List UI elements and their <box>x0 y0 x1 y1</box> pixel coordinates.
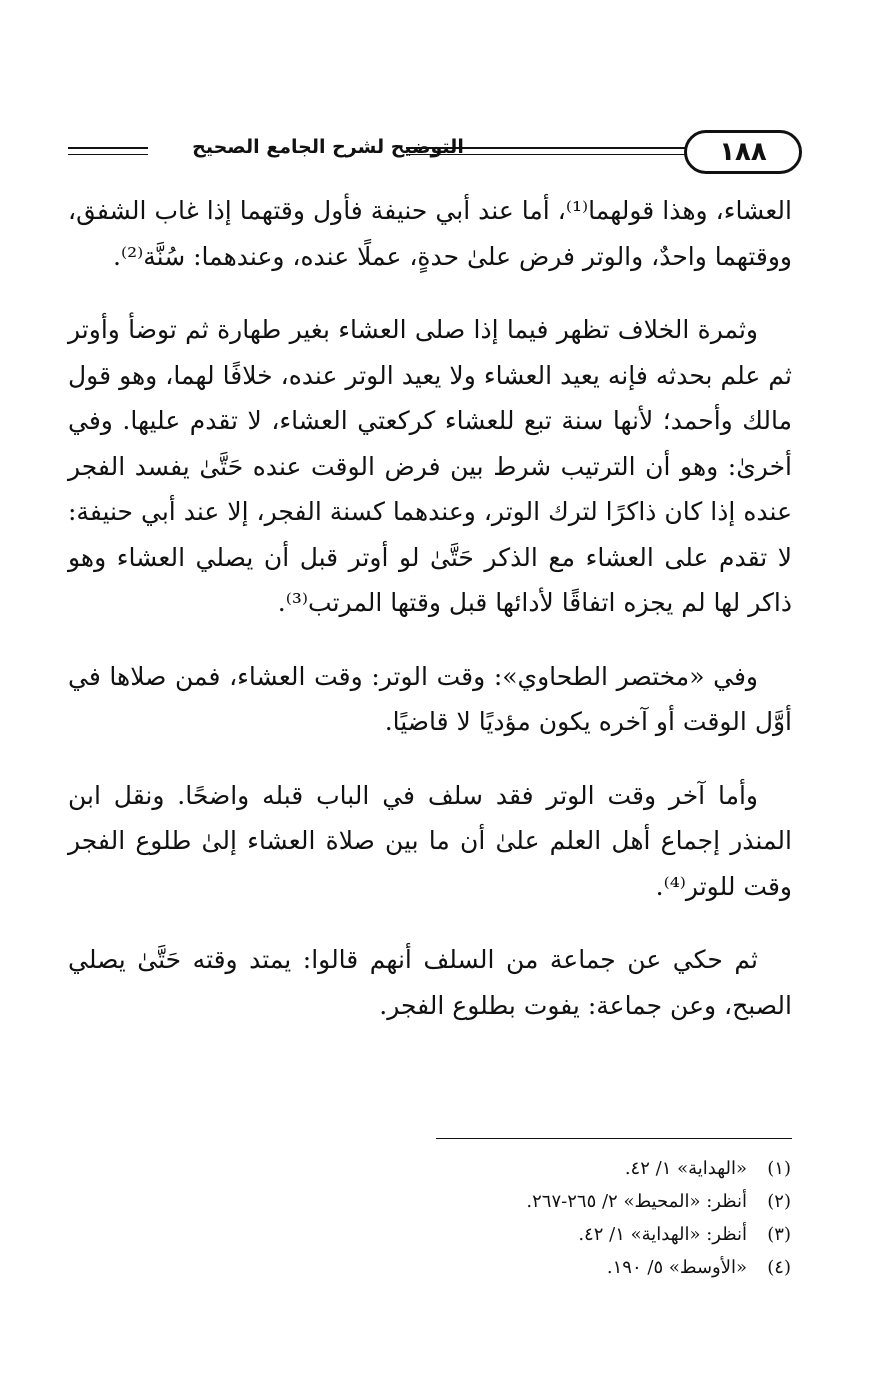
footnote-number: (١) <box>767 1158 791 1179</box>
footnote-text: أنظر: «الهداية» ١/ ٤٢. <box>578 1224 747 1245</box>
footnote-item <box>331 1251 791 1284</box>
header-rule-left-bottom <box>68 154 148 155</box>
footnotes <box>331 1152 791 1284</box>
paragraph-2: وثمرة الخلاف تظهر فيما إذا صلى العشاء بغير طهارة ثم توضأ وأوتر ثم علم بحدثه فإنه يعيد العشاء ولا يعيد الوتر عنده، خلافًا لهما، وهو قول مالك وأحمد؛ لأنها سنة تبع للعشاء كركعتي العشاء، لا تقدم عليها. وفي أخرىٰ: وهو أن الترتيب شرط بين فرض الوقت عنده حَتَّىٰ يفسد الفجر عنده إذا كان ذاكرًا لترك الوتر، وعندهما كسنة الفجر، إلا عند أبي حنيفة: لا تقدم على العشاء مع الذكر حَتَّىٰ لو أوتر قبل أن يصلي العشاء وهو ذاكر لها لم يجزه اتفاقًا لأدائها قبل وقتها المرتب⁽³⁾. <box>68 315 792 617</box>
paragraph-3: وفي «مختصر الطحاوي»: وقت الوتر: وقت العشاء، فمن صلاها في أوَّل الوقت أو آخره يكون مؤديًا لا قاضيًا. <box>68 661 792 736</box>
footnote-text: أنظر: «المحيط» ٢/ ٢٦٥-٢٦٧. <box>526 1191 747 1212</box>
footnote-number: (٣) <box>767 1224 791 1245</box>
footnote-separator <box>436 1138 792 1139</box>
footnote-item <box>331 1185 791 1218</box>
main-text <box>68 188 792 1028</box>
footnote-item <box>331 1218 791 1251</box>
header-rule-left-top <box>68 147 148 149</box>
footnote-text: «الهداية» ١/ ٤٢. <box>624 1158 747 1179</box>
paragraph-4: وأما آخر وقت الوتر فقد سلف في الباب قبله واضحًا. ونقل ابن المنذر إجماع أهل العلم علىٰ أن ما بين صلاة العشاء إلىٰ طلوع الفجر وقت للوتر⁽⁴⁾. <box>68 780 792 901</box>
footnote-item <box>331 1152 791 1185</box>
page-header <box>68 128 794 180</box>
paragraph-1: العشاء، وهذا قولهما⁽¹⁾، أما عند أبي حنيفة فأول وقتهما إذا غاب الشفق، ووقتهما واحدٌ، والوتر فرض علىٰ حدةٍ، عملًا عنده، وعندهما: سُنَّة⁽²⁾. <box>68 196 792 271</box>
footnote-number: (٢) <box>767 1191 791 1212</box>
paragraph-5: ثم حكي عن جماعة من السلف أنهم قالوا: يمتد وقته حَتَّىٰ يصلي الصبح، وعن جماعة: يفوت بطلوع الفجر. <box>68 945 792 1020</box>
running-title: التوضيح لشرح الجامع الصحيح <box>192 136 464 158</box>
footnote-text: «الأوسط» ٥/ ١٩٠. <box>606 1257 747 1278</box>
page-number: ١٨٨ <box>684 130 802 174</box>
footnote-number: (٤) <box>767 1257 791 1278</box>
